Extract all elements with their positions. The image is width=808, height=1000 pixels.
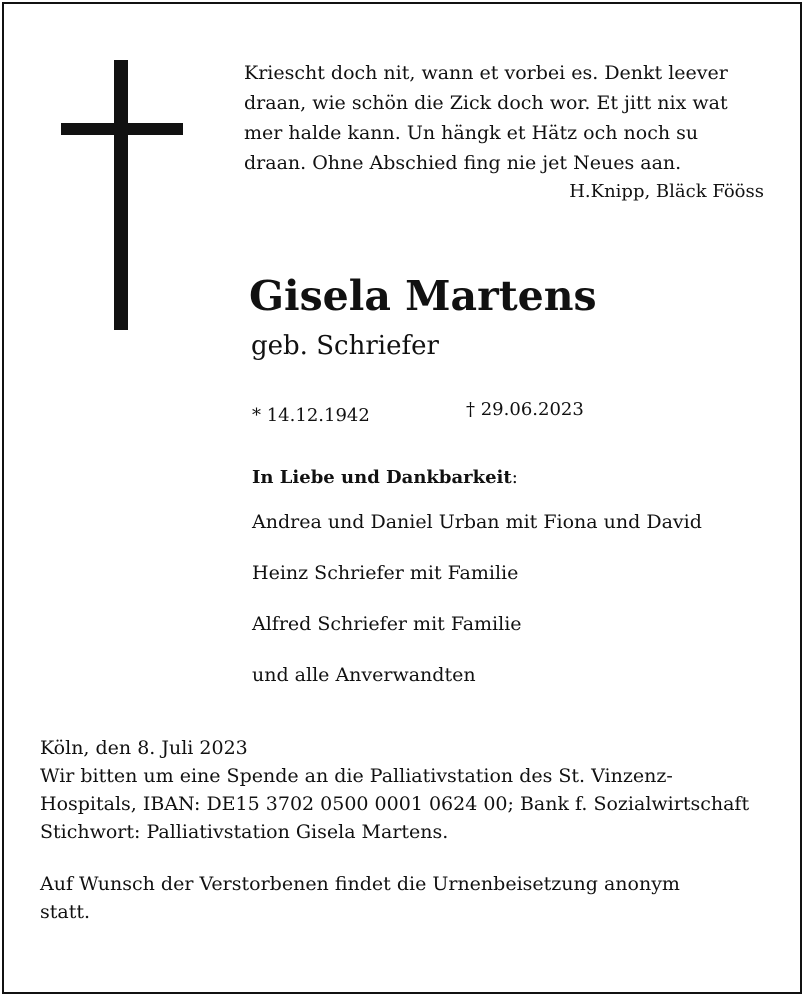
donation-line: Wir bitten um eine Spende an die Palliativstation des St. Vinzenz- (40, 765, 673, 787)
quote-block (244, 58, 784, 204)
death-date-value: 29.06.2023 (480, 399, 584, 420)
quote-line: draan. Ohne Abschied fing nie jet Neues aan. (244, 152, 682, 174)
mourners-heading-text: In Liebe und Dankbarkeit (252, 467, 512, 488)
death-date (466, 396, 584, 424)
mourners-heading (252, 464, 518, 492)
death-symbol: † (466, 399, 475, 420)
mourners-list (252, 508, 702, 712)
birth-name: geb. Schriefer (251, 331, 439, 361)
donation-line: Stichwort: Palliativstation Gisela Martens. (40, 821, 449, 843)
quote-author: H.Knipp, Bläck Fööss (569, 181, 764, 202)
burial-line: Auf Wunsch der Verstorbenen findet die Urnenbeisetzung anonym (40, 873, 680, 895)
quote-line: Kriescht doch nit, wann et vorbei es. Denkt leever (244, 62, 728, 84)
list-item: und alle Anverwandten (252, 664, 476, 686)
cross-icon-bar (61, 123, 183, 135)
birth-symbol: * (252, 405, 261, 426)
quote-line: draan, wie schön die Zick doch wor. Et jitt nix wat (244, 92, 728, 114)
burial-line: statt. (40, 901, 91, 923)
deceased-name: Gisela Martens (249, 272, 597, 320)
donation-line: Hospitals, IBAN: DE15 3702 0500 0001 0624 00; Bank f. Sozialwirtschaft (40, 793, 750, 815)
cross-icon (114, 60, 128, 330)
list-item: Heinz Schriefer mit Familie (252, 562, 519, 584)
list-item: Alfred Schriefer mit Familie (252, 613, 522, 635)
quote-line: mer halde kann. Un hängk et Hätz och noch su (244, 122, 699, 144)
birth-date-value: 14.12.1942 (266, 405, 370, 426)
spacer (40, 846, 770, 870)
mourners-heading-colon: : (511, 467, 518, 488)
footer-block (40, 734, 770, 926)
birth-date (252, 402, 370, 430)
place-date: Köln, den 8. Juli 2023 (40, 737, 248, 759)
list-item: Andrea und Daniel Urban mit Fiona und David (252, 511, 702, 533)
